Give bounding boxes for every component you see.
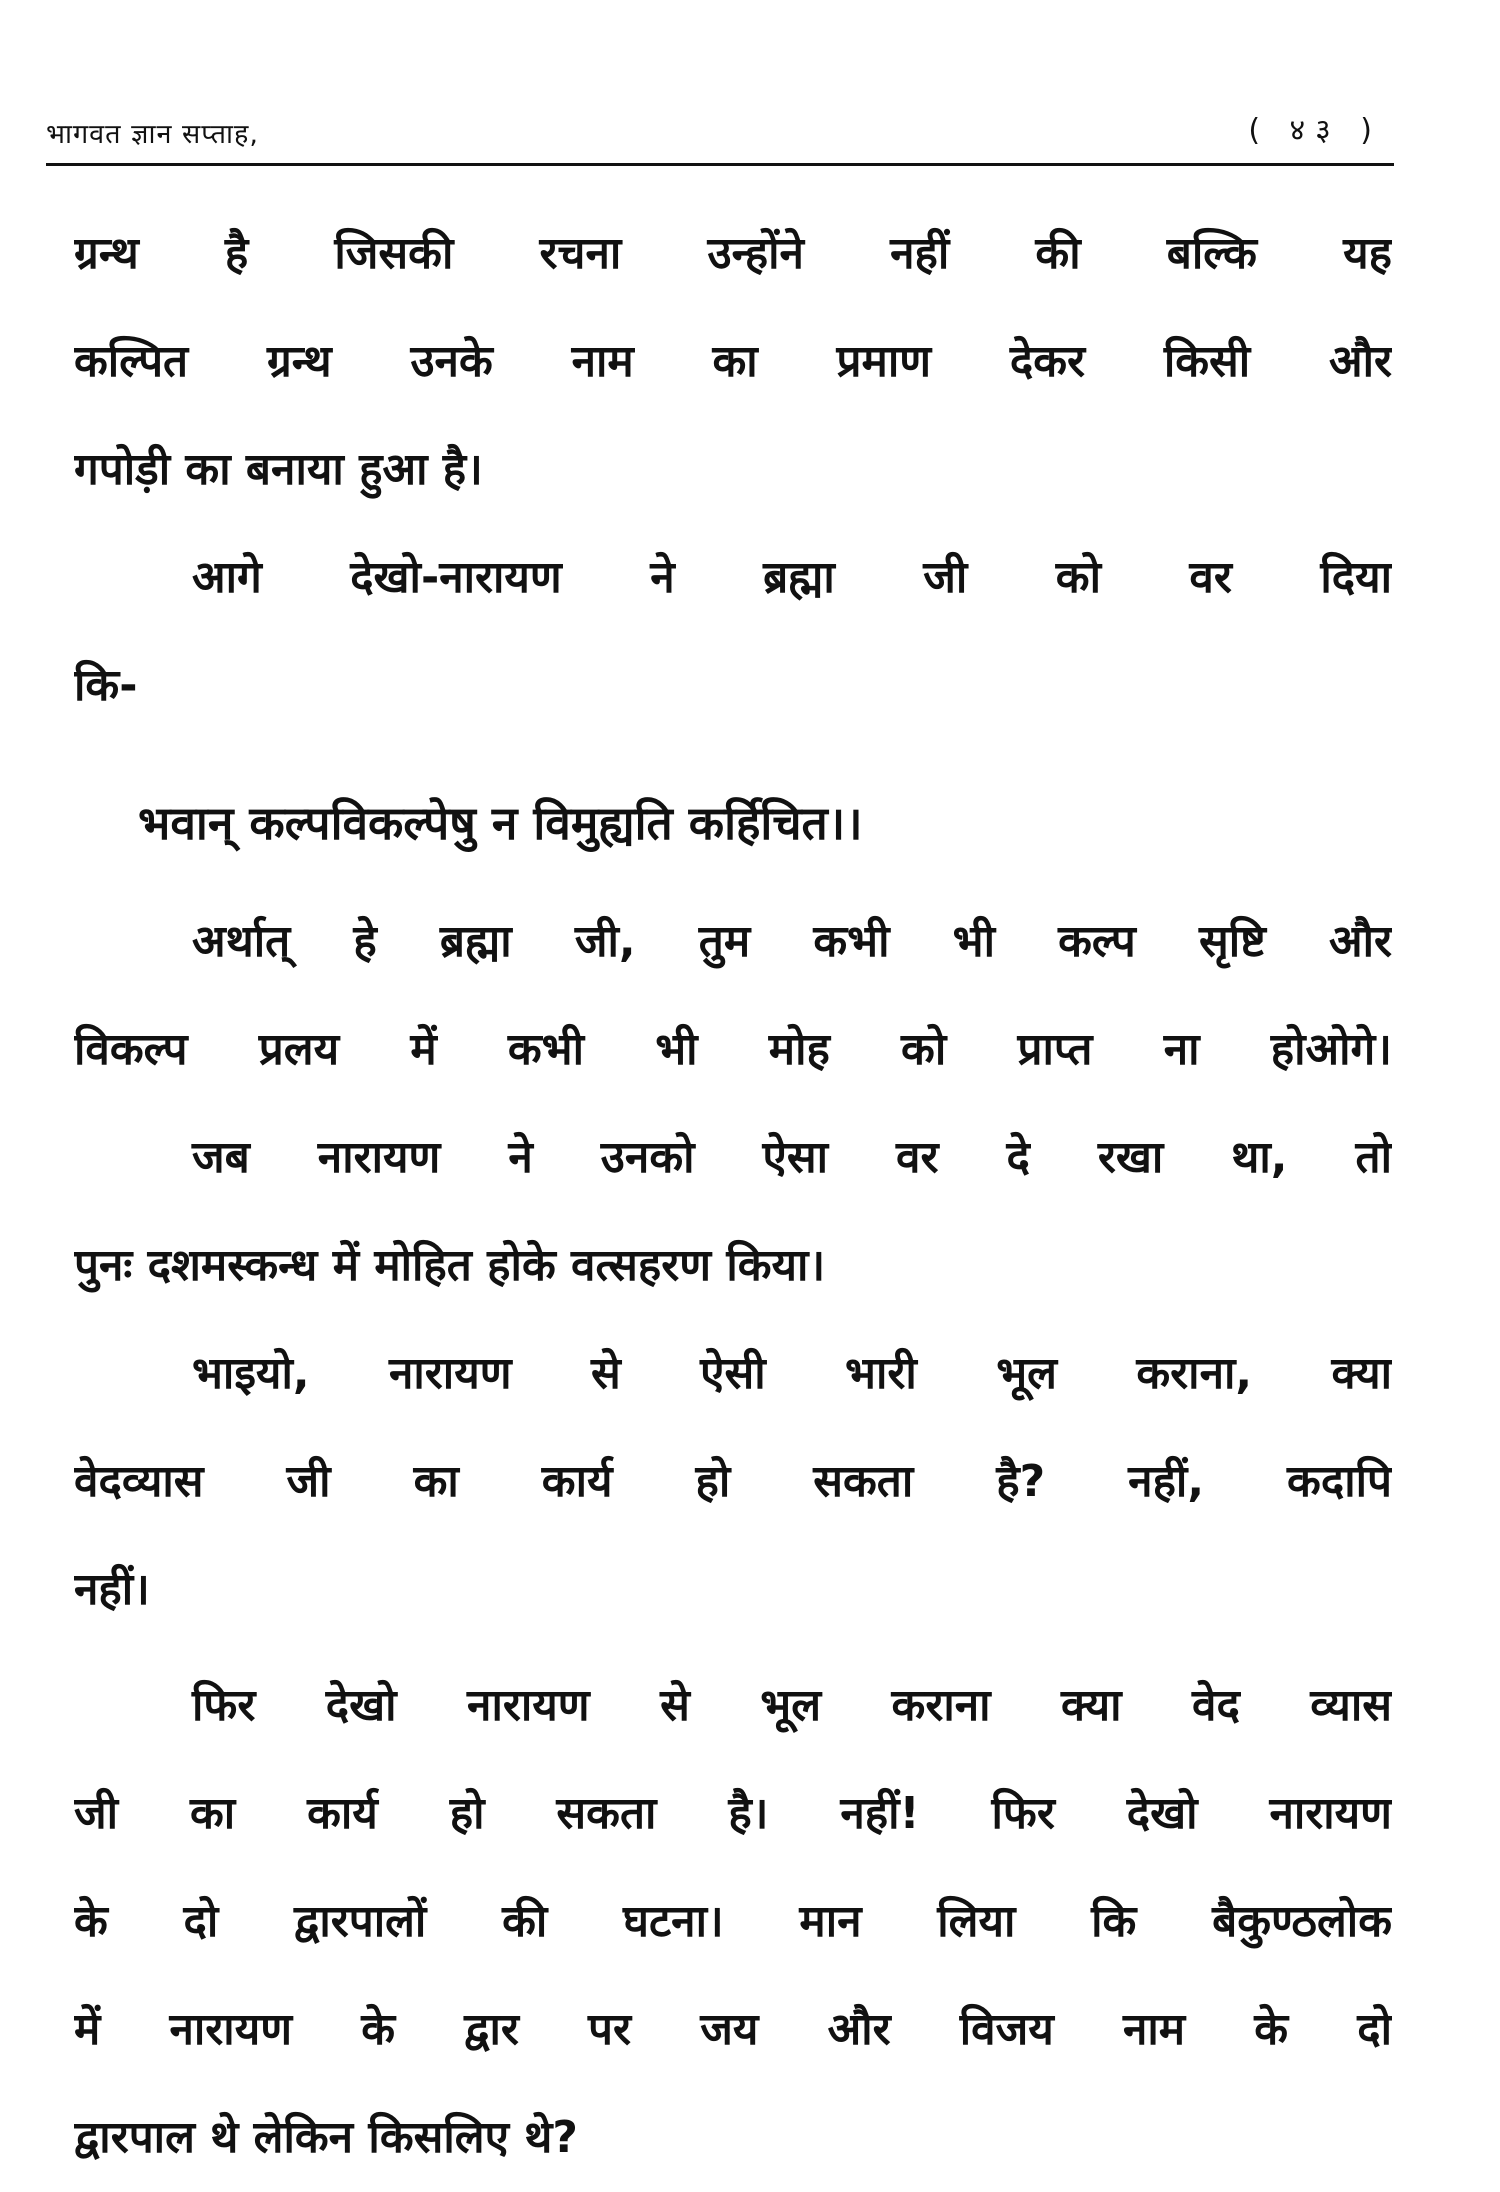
sanskrit-verse: भवान् कल्पविकल्पेषु न विमुह्यति कर्हिचित।। xyxy=(138,796,863,850)
paragraph-3 xyxy=(74,888,1392,1104)
text-line: के दो द्वारपालों की घटना। मान लिया कि बैकुण्ठलोक xyxy=(74,1896,1392,1947)
text-line: फिर देखो नारायण से भूल कराना क्या वेद व्यास xyxy=(192,1680,1392,1731)
paragraph-2 xyxy=(74,524,1392,740)
text-line: नहीं। xyxy=(74,1564,150,1615)
text-line: जी का कार्य हो सकता है। नहीं! फिर देखो नारायण xyxy=(74,1788,1392,1839)
text-line: पुनः दशमस्कन्ध में मोहित होके वत्सहरण किया। xyxy=(74,1240,826,1291)
text-line: द्वारपाल थे लेकिन किसलिए थे? xyxy=(74,2112,578,2163)
text-line: कल्पित ग्रन्थ उनके नाम का प्रमाण देकर किसी और xyxy=(74,336,1392,387)
paragraph-5 xyxy=(74,1320,1392,1644)
paragraph-6 xyxy=(74,1652,1392,2192)
spacer xyxy=(74,740,1392,758)
spacer xyxy=(74,1644,1392,1652)
text-line: आगे देखो-नारायण ने ब्रह्मा जी को वर दिया xyxy=(192,552,1392,603)
running-head xyxy=(46,108,1396,160)
text-line: विकल्प प्रलय में कभी भी मोह को प्राप्त ना होओगे। xyxy=(74,1024,1392,1075)
text-line: में नारायण के द्वार पर जय और विजय नाम के दो xyxy=(74,2004,1392,2055)
paragraph-1 xyxy=(74,200,1392,524)
page-number: ( ४३ ) xyxy=(1248,113,1382,148)
text-line: जब नारायण ने उनको ऐसा वर दे रखा था, तो xyxy=(192,1132,1392,1183)
text-line: वेदव्यास जी का कार्य हो सकता है? नहीं, कदापि xyxy=(74,1456,1392,1507)
text-line: गपोड़ी का बनाया हुआ है। xyxy=(74,444,483,495)
text-line: भाइयो, नारायण से ऐसी भारी भूल कराना, क्या xyxy=(192,1348,1392,1399)
header-divider xyxy=(46,163,1394,166)
page-body xyxy=(74,200,1392,2192)
text-line: अर्थात् हे ब्रह्मा जी, तुम कभी भी कल्प सृष्टि और xyxy=(192,916,1392,967)
book-title: भागवत ज्ञान सप्ताह, xyxy=(46,119,259,150)
paragraph-4 xyxy=(74,1104,1392,1320)
text-line: ग्रन्थ है जिसकी रचना उन्होंने नहीं की बल्कि यह xyxy=(74,228,1392,279)
text-line: कि- xyxy=(74,660,138,711)
